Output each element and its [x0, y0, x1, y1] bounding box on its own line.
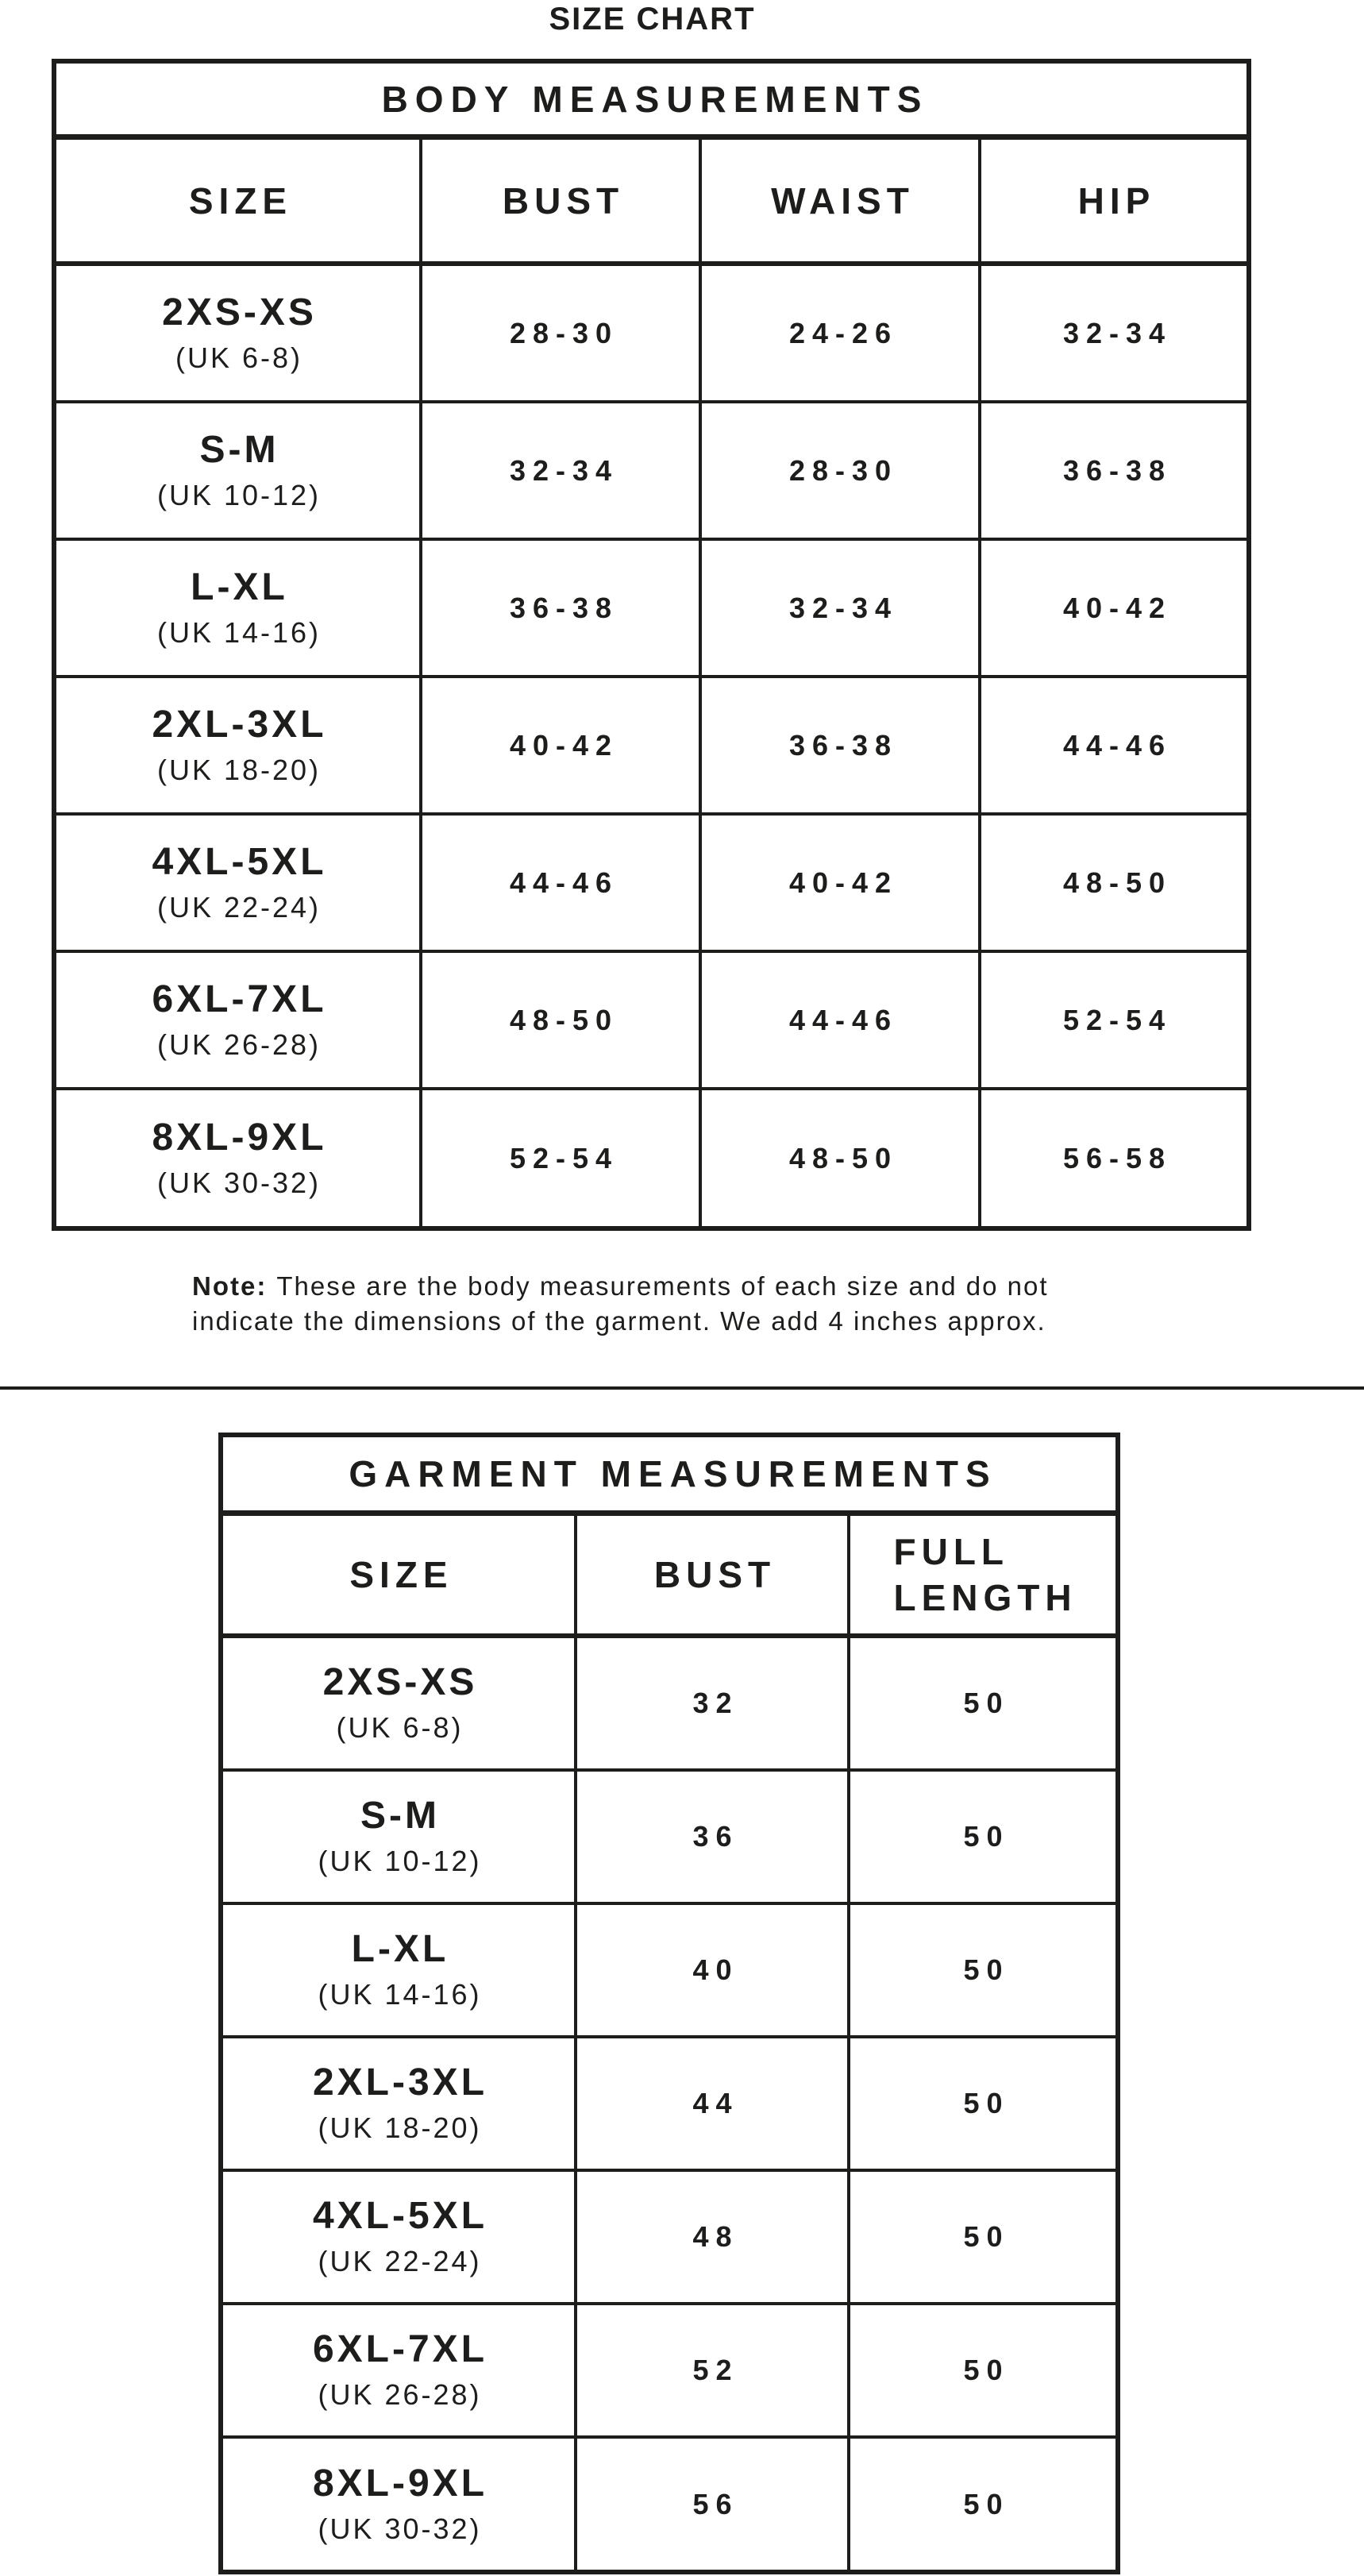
- body-table-row: [56, 1090, 1246, 1226]
- size-cell: [56, 816, 422, 950]
- section-divider: [0, 1386, 1364, 1390]
- garment-measurements-table: [218, 1433, 1120, 2574]
- column-header-bust: BUST: [577, 1516, 850, 1633]
- size-label: L-XL: [191, 565, 288, 608]
- size-label: 4XL-5XL: [152, 840, 327, 883]
- body-table-title: BODY MEASUREMENTS: [56, 64, 1246, 140]
- waist-cell: 32-34: [702, 541, 981, 675]
- bust-cell: 56: [577, 2439, 850, 2570]
- bust-cell: 28-30: [422, 266, 702, 400]
- size-cell: [56, 1090, 422, 1226]
- uk-size-label: (UK 22-24): [318, 2245, 482, 2277]
- uk-size-label: (UK 18-20): [156, 753, 322, 786]
- column-header-size: SIZE: [56, 140, 422, 261]
- note-text-line: These are the body measurements of each size and do not: [276, 1271, 1049, 1301]
- bust-cell: 32: [577, 1638, 850, 1768]
- bust-cell: 32-34: [422, 403, 702, 538]
- size-label: 2XL-3XL: [152, 703, 327, 746]
- bust-cell: 52: [577, 2305, 850, 2435]
- size-cell: [56, 953, 422, 1087]
- full-length-cell: 50: [963, 2220, 1010, 2253]
- hip-cell: 56-58: [1062, 1141, 1173, 1174]
- uk-size-label: (UK 30-32): [318, 2512, 482, 2545]
- waist-cell: 24-26: [702, 266, 981, 400]
- size-label: S-M: [199, 428, 279, 471]
- size-cell: [56, 266, 422, 400]
- size-cell: [223, 1905, 577, 2035]
- size-cell: [223, 2172, 577, 2302]
- bust-cell: 36: [577, 1772, 850, 1902]
- size-label: 6XL-7XL: [312, 2328, 488, 2370]
- waist-cell: 36-38: [702, 678, 981, 812]
- uk-size-label: (UK 26-28): [318, 2378, 482, 2411]
- garment-table-row: [223, 2305, 1115, 2439]
- garment-table-row: [223, 1772, 1115, 1905]
- column-header-full-length: FULL LENGTH: [893, 1531, 1077, 1618]
- size-cell: [223, 2038, 577, 2169]
- full-length-cell: 50: [963, 2487, 1010, 2520]
- hip-cell: 36-38: [1062, 453, 1173, 487]
- waist-cell: 44-46: [702, 953, 981, 1087]
- size-cell: [223, 2305, 577, 2435]
- size-cell: [56, 403, 422, 538]
- note-text-line: indicate the dimensions of the garment. We add 4 inches approx.: [192, 1306, 1046, 1336]
- page-title: SIZE CHART: [549, 2, 756, 37]
- size-cell: [223, 1772, 577, 1902]
- bust-cell: 40-42: [422, 678, 702, 812]
- bust-cell: 44: [577, 2038, 850, 2169]
- body-table-row: [56, 266, 1246, 403]
- body-column-header-row: [56, 140, 1246, 266]
- garment-table-title: GARMENT MEASUREMENTS: [223, 1437, 1115, 1516]
- size-label: 8XL-9XL: [312, 2462, 488, 2505]
- uk-size-label: (UK 6-8): [175, 341, 303, 374]
- waist-cell: 28-30: [702, 403, 981, 538]
- uk-size-label: (UK 30-32): [156, 1166, 322, 1199]
- bust-cell: 48: [577, 2172, 850, 2302]
- body-table-row: [56, 816, 1246, 953]
- size-label: 8XL-9XL: [152, 1116, 327, 1159]
- uk-size-label: (UK 14-16): [318, 1978, 482, 2011]
- size-cell: [223, 1638, 577, 1768]
- bust-cell: 48-50: [422, 953, 702, 1087]
- hip-cell: 32-34: [1062, 316, 1173, 349]
- full-length-cell: 50: [963, 1953, 1010, 1986]
- full-length-cell: 50: [963, 2354, 1010, 2386]
- size-label: 6XL-7XL: [152, 978, 327, 1020]
- size-label: 2XS-XS: [162, 291, 317, 334]
- full-length-cell: 50: [963, 2087, 1010, 2119]
- garment-table-row: [223, 2172, 1115, 2305]
- hip-cell: 44-46: [1062, 728, 1173, 762]
- uk-size-label: (UK 10-12): [156, 478, 322, 511]
- size-cell: [56, 678, 422, 812]
- size-cell: [56, 541, 422, 675]
- body-table-row: [56, 403, 1246, 541]
- garment-table-row: [223, 1905, 1115, 2038]
- bust-cell: 36-38: [422, 541, 702, 675]
- uk-size-label: (UK 18-20): [318, 2111, 482, 2144]
- body-table-row: [56, 541, 1246, 678]
- garment-column-header-row: [223, 1516, 1115, 1638]
- hip-cell: 40-42: [1062, 591, 1173, 624]
- bust-cell: 40: [577, 1905, 850, 2035]
- body-table-row: [56, 678, 1246, 816]
- uk-size-label: (UK 10-12): [318, 1845, 482, 1877]
- bust-cell: 44-46: [422, 816, 702, 950]
- body-measurements-table: [52, 59, 1251, 1231]
- uk-size-label: (UK 14-16): [156, 615, 322, 649]
- garment-table-row: [223, 1638, 1115, 1772]
- size-label: L-XL: [351, 1928, 449, 1970]
- garment-table-row: [223, 2038, 1115, 2172]
- body-table-row: [56, 953, 1246, 1090]
- size-label: 4XL-5XL: [312, 2195, 488, 2237]
- column-header-bust: BUST: [422, 140, 702, 261]
- size-cell: [223, 2439, 577, 2570]
- note-label: Note:: [192, 1271, 268, 1301]
- bust-cell: 52-54: [422, 1090, 702, 1226]
- size-label: 2XS-XS: [322, 1661, 478, 1703]
- hip-cell: 48-50: [1062, 866, 1173, 899]
- column-header-waist: WAIST: [702, 140, 981, 261]
- garment-table-row: [223, 2439, 1115, 2570]
- hip-cell: 52-54: [1062, 1003, 1173, 1036]
- note: [192, 1269, 1185, 1339]
- full-length-cell: 50: [963, 1687, 1010, 1719]
- size-label: S-M: [360, 1795, 440, 1837]
- uk-size-label: (UK 26-28): [156, 1028, 322, 1061]
- column-header-size: SIZE: [223, 1516, 577, 1633]
- column-header-hip: HIP: [1077, 179, 1156, 222]
- full-length-cell: 50: [963, 1820, 1010, 1853]
- waist-cell: 48-50: [702, 1090, 981, 1226]
- waist-cell: 40-42: [702, 816, 981, 950]
- size-label: 2XL-3XL: [312, 2061, 488, 2104]
- uk-size-label: (UK 22-24): [156, 890, 322, 924]
- uk-size-label: (UK 6-8): [336, 1711, 464, 1744]
